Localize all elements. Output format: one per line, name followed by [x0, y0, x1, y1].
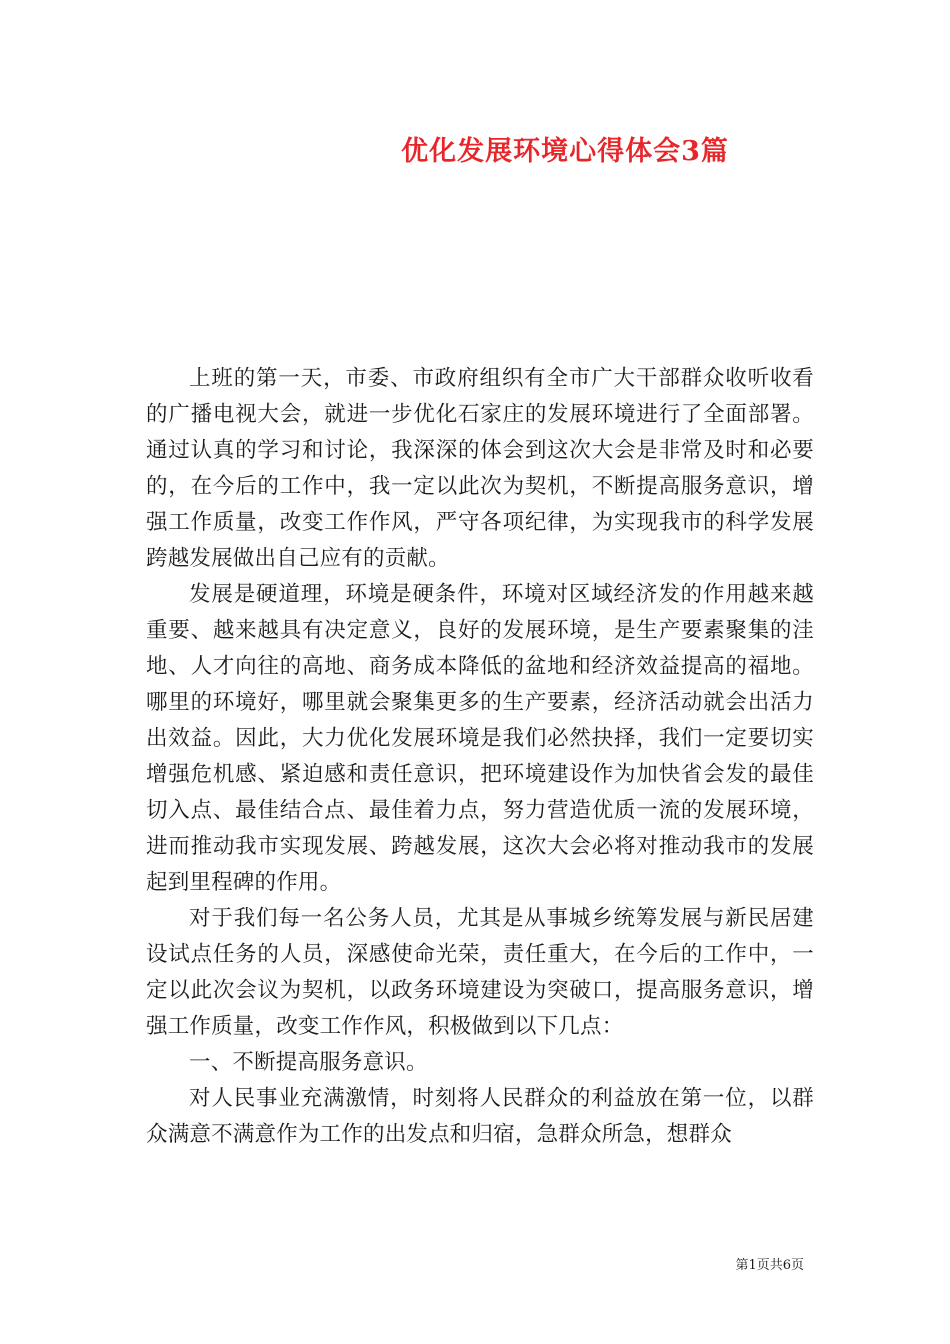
paragraph: 对于我们每一名公务人员，尤其是从事城乡统筹发展与新民居建设试点任务的人员，深感使命光荣，责任重大，在今后的工作中，一定以此次会议为契机，以政务环境建设为突破口，提高服务意识，增强工作质量，改变工作作风，积极做到以下几点：: [146, 906, 814, 1039]
document-title: 优化发展环境心得体会3篇: [401, 136, 729, 167]
page-number: 第1页共6页: [735, 1258, 804, 1273]
paragraph: 发展是硬道理，环境是硬条件，环境对区域经济发的作用越来越重要、越来越具有决定意义，良好的发展环境，是生产要素聚集的洼地、人才向往的高地、商务成本降低的盆地和经济效益提高的福地。哪里的环境好，哪里就会聚集更多的生产要素，经济活动就会出活力出效益。因此，大力优化发展环境是我们必然抉择，我们一定要切实增强危机感、紧迫感和责任意识，把环境建设作为加快省会发的最佳切入点、最佳结合点、最佳着力点，努力营造优质一流的发展环境，进而推动我市实现发展、跨越发展，这次大会必将对推动我市的发展起到里程碑的作用。: [146, 582, 814, 895]
paragraph: 上班的第一天，市委、市政府组织有全市广大干部群众收听收看的广播电视大会，就进一步优化石家庄的发展环境进行了全面部署。通过认真的学习和讨论，我深深的体会到这次大会是非常及时和必要的，在今后的工作中，我一定以此次为契机，不断提高服务意识，增强工作质量，改变工作作风，严守各项纪律，为实现我市的科学发展跨越发展做出自己应有的贡献。: [146, 366, 814, 571]
document-body: [146, 361, 814, 1153]
section-heading: 一、不断提高服务意识。: [189, 1050, 428, 1075]
paragraph: 对人民事业充满激情，时刻将人民群众的利益放在第一位，以群众满意不满意作为工作的出发点和归宿，急群众所急，想群众: [146, 1086, 814, 1147]
